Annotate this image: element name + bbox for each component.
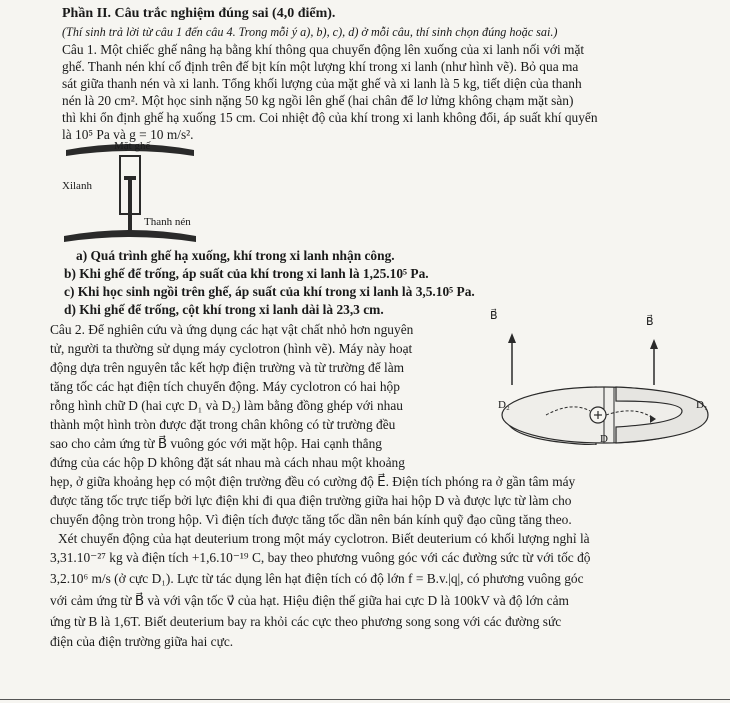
q2-line-2: tử, người ta thường sử dụng máy cyclotron (hình vẽ). Máy này hoạt [50, 341, 413, 356]
q2-line-4: tăng tốc các hạt điện tích chuyển động. Máy cyclotron có hai hộp [50, 379, 400, 394]
q2-line-17: điện của điện trường giữa hai cực. [50, 634, 234, 649]
q1-option-a: a) Quá trình ghế hạ xuống, khí trong xi lanh nhận công. [76, 248, 395, 263]
label-seat: Mặt ghế [114, 140, 151, 152]
bottom-rule [0, 699, 730, 700]
label-cylinder: Xilanh [62, 180, 92, 192]
label-rod: Thanh nén [144, 216, 191, 228]
q2-line-12: Xét chuyển động của hạt deuterium trong một máy cyclotron. Biết deuterium có khối lượng nghỉ là [58, 531, 590, 546]
q1-line-1: Câu 1. Một chiếc ghế nâng hạ bằng khí thông qua chuyển động lên xuống của xi lanh nối với mặt [62, 42, 585, 57]
q2-line-9: hẹp, ở giữa khoảng hẹp có một điện trường đều có cường độ E⃗. Điện tích phóng ra ở gần tâm máy [50, 474, 576, 489]
q2-line-8: đứng của các hộp D không đặt sát nhau mà cách nhau một khoảng [50, 455, 405, 470]
q2-line-3: động dựa trên nguyên tắc kết hợp điện trường và từ trường để làm [50, 360, 405, 375]
q2-line-1: Câu 2. Để nghiên cứu và ứng dụng các hạt vật chất nhỏ hơn nguyên [50, 322, 414, 337]
q1-option-d: d) Khi ghế để trống, cột khí trong xi lanh dài là 23,3 cm. [64, 302, 384, 317]
q1-option-c: c) Khi học sinh ngồi trên ghế, áp suất của khí trong xi lanh là 3,5.10⁵ Pa. [64, 284, 475, 299]
rod-shape [128, 180, 132, 232]
q1-line-3: sát giữa thanh nén và xi lanh. Tổng khối lượng của mặt ghế và xi lanh là 5 kg, tiết diện của thanh [62, 76, 582, 91]
label-b-right: B⃗ [646, 316, 654, 328]
label-d: D [600, 433, 608, 445]
instructions: (Thí sinh trả lời từ câu 1 đến câu 4. Trong mỗi ý a), b), c), d) ở mỗi câu, thí sinh chọn đúng hoặc sai.) [62, 25, 558, 39]
q2-line-6: thành một hình tròn được đặt trong chân không có từ trường đều [50, 417, 396, 432]
base-shape [64, 230, 196, 242]
label-d1: D₁ [696, 399, 708, 411]
q1-option-b: b) Khi ghế để trống, áp suất của khí trong xi lanh là 1,25.10⁵ Pa. [64, 266, 429, 281]
q2-line-15: với cảm ứng từ B⃗ và với vận tốc v⃗ của hạt. Hiệu điện thế giữa hai cực D là 100kV và độ lớn cảm [50, 593, 569, 608]
q1-line-5: thì khi ổn định ghế hạ xuống 15 cm. Coi nhiệt độ của khí trong xi lanh không đổi, áp suất khí quyển [62, 110, 598, 125]
q2-line-13: 3,31.10⁻²⁷ kg và điện tích +1,6.10⁻¹⁹ C, bay theo phương vuông góc với các đường sức từ với tốc độ [50, 550, 591, 565]
q1-line-2: ghế. Thanh nén khí cố định trên đế bịt kín một lượng khí trong xi lanh (như hình vẽ). Bỏ qua ma [62, 59, 579, 74]
cyclotron-figure [486, 307, 726, 445]
part-title: Phần II. Câu trắc nghiệm đúng sai (4,0 điểm). [62, 6, 336, 21]
q2-line-14: 3,2.10⁶ m/s (ở cực D₁). Lực từ tác dụng lên hạt điện tích có độ lớn f = B.v.|q|, có phương vuông góc [50, 571, 584, 586]
q2-line-10: được tăng tốc trực tiếp bởi lực điện khi đi qua điện trường giữa hai hộp D và được lực từ làm cho [50, 493, 572, 508]
q2-line-16: ứng từ B là 1,6T. Biết deuterium bay ra khỏi các cực theo phương song song với các đường sức [50, 614, 562, 629]
q2-line-7: sao cho cảm ứng từ B⃗ vuông góc với mặt hộp. Hai cạnh thẳng [50, 436, 383, 451]
q2-line-11: chuyển động tròn trong hộp. Vì điện tích được tăng tốc dần nên bán kính quỹ đạo cũng tăng theo. [50, 512, 572, 527]
chair-figure [60, 132, 220, 244]
cyclotron-diagram [486, 307, 726, 445]
piston-shape [124, 176, 136, 180]
q2-line-5: rỗng hình chữ D (hai cực D₁ và D₂) làm bằng đồng ghép với nhau [50, 398, 403, 413]
q1-line-6: là 10⁵ Pa và g = 10 m/s². [62, 127, 194, 142]
q1-line-4: nén là 20 cm². Một học sinh nặng 50 kg ngồi lên ghế (hai chân để lơ lửng không chạm mặt sàn) [62, 93, 574, 108]
label-d2: D₂ [498, 399, 510, 411]
label-b-left: B⃗ [490, 310, 498, 322]
